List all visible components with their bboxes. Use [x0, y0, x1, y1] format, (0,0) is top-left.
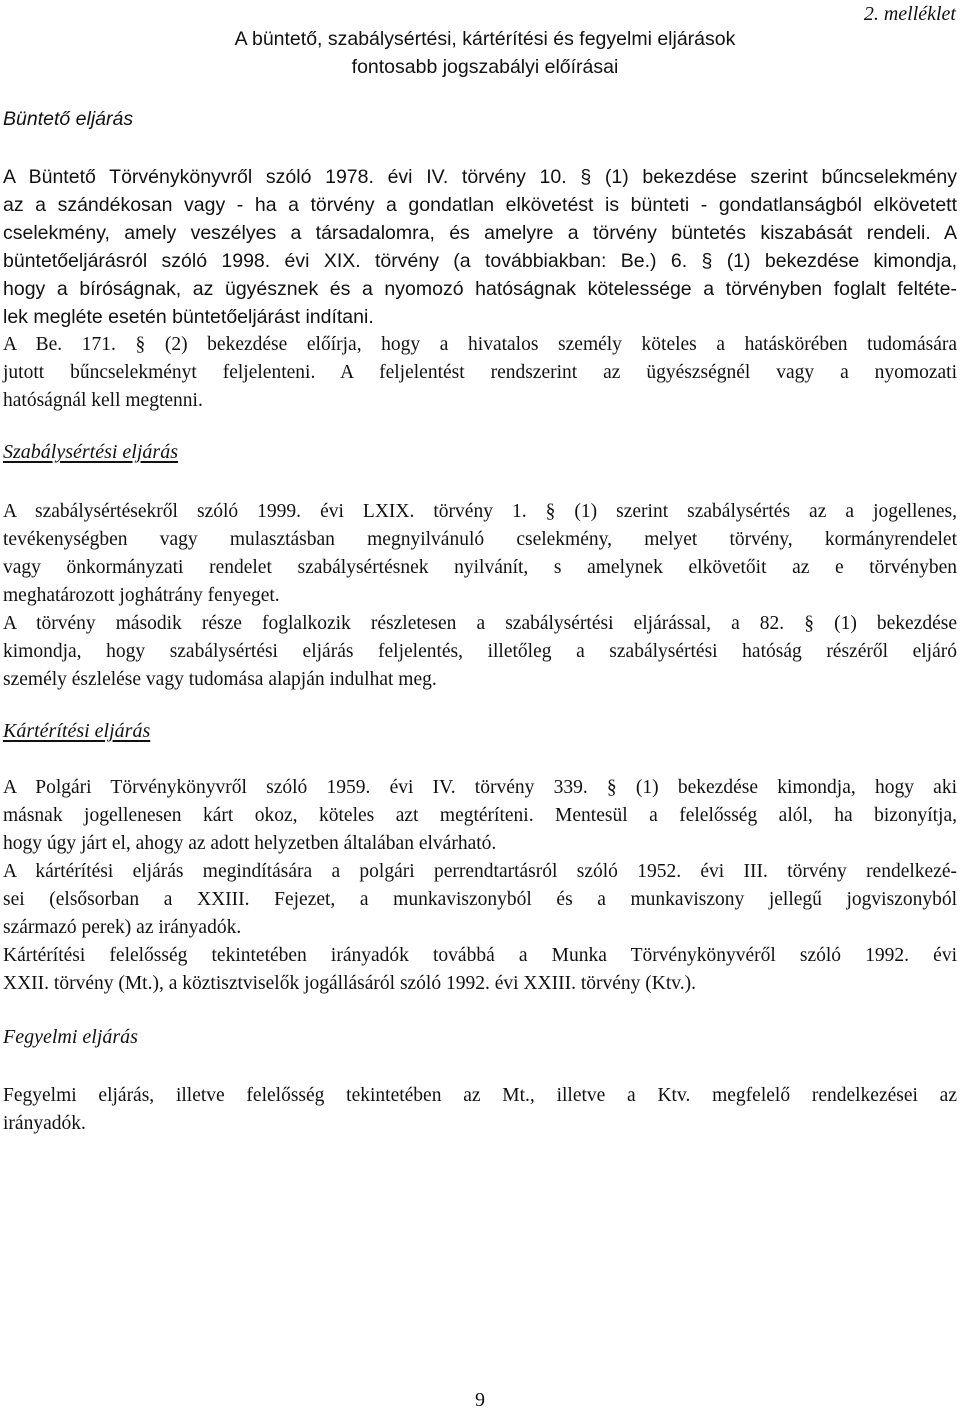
text-line: kimondja, hogy szabálysértési eljárás feljelentés, illetőleg a szabálysértési hatóság részéről eljáró — [3, 641, 957, 663]
text-line: irányadók. — [3, 1113, 86, 1135]
text-line: A szabálysértésekről szóló 1999. évi LXIX. törvény 1. § (1) szerint szabálysértés az a jogellenes, — [3, 501, 957, 522]
page-number: 9 — [475, 1389, 485, 1411]
paragraph-disciplinary-1 — [3, 1082, 957, 1138]
text-line: lek megléte esetén büntetőeljárást indítani. — [3, 306, 374, 329]
paragraph-misdemeanor-2 — [3, 610, 957, 694]
text-line: az a szándékosan vagy - ha a törvény a gondatlan elkövetést is bünteti - gondatlanságból elkövetett — [3, 194, 957, 217]
text-line: hogy úgy járt el, ahogy az adott helyzetben általában elvárható. — [3, 833, 497, 855]
text-line: A Polgári Törvénykönyvről szóló 1959. évi IV. törvény 339. § (1) bekezdése kimondja, hogy aki — [3, 777, 957, 798]
paragraph-damages-3 — [3, 942, 957, 998]
title-line: fontosabb jogszabályi előírásai — [351, 56, 619, 78]
text-line: Kártérítési felelősség tekintetében irányadók továbbá a Munka Törvénykönyvéről szóló 1992. évi — [3, 945, 957, 966]
section-heading-criminal: Büntető eljárás — [3, 108, 134, 130]
text-line: hatóságnál kell megtenni. — [3, 390, 203, 412]
text-line: hogy a bíróságnak, az ügyésznek és a nyomozó hatóságnak kötelessége a törvényben foglalt feltéte- — [3, 278, 957, 301]
text-line: másnak jogellenesen kárt okoz, köteles azt megtéríteni. Mentesül a felelősség alól, ha bizonyítja, — [3, 805, 957, 827]
annex-label: 2. melléklet — [863, 3, 956, 25]
text-line: cselekmény, amely veszélyes a társadalomra, és amelyre a törvény büntetés kiszabását rendeli. A — [3, 222, 957, 245]
text-line: tevékenységben vagy mulasztásban megnyilvánuló cselekmény, melyet törvény, kormányrendelet — [3, 529, 957, 551]
text-line: személy észlelése vagy tudomása alapján indulhat meg. — [3, 669, 437, 691]
section-heading-damages: Kártérítési eljárás — [3, 720, 151, 742]
text-line: A Büntető Törvénykönyvről szóló 1978. évi IV. törvény 10. § (1) bekezdése szerint bűncselekmény — [3, 166, 957, 188]
title-line: A büntető, szabálysértési, kártérítési és fegyelmi eljárások — [234, 28, 736, 50]
text-line: vagy önkormányzati rendelet szabálysértésnek nyilvánít, s amelynek elkövetőit az e törvényben — [3, 557, 957, 579]
text-line: származó perek) az irányadók. — [3, 917, 242, 939]
section-heading-disciplinary: Fegyelmi eljárás — [3, 1026, 138, 1048]
text-line: A törvény második része foglalkozik részletesen a szabálysértési eljárással, a 82. § (1) bekezdése — [3, 613, 957, 634]
text-line: Fegyelmi eljárás, illetve felelősség tekintetében az Mt., illetve a Ktv. megfelelő rendelkezései az — [3, 1085, 957, 1106]
paragraph-misdemeanor-1 — [3, 498, 957, 610]
paragraph-damages-2 — [3, 858, 957, 942]
text-line: XXII. törvény (Mt.), a köztisztviselők jogállásáról szóló 1992. évi XXIII. törvény (Ktv.). — [3, 973, 696, 995]
text-line: meghatározott joghátrány fenyeget. — [3, 585, 280, 607]
text-line: büntetőeljárásról szóló 1998. évi XIX. törvény (a továbbiakban: Be.) 6. § (1) bekezdése kimondja, — [3, 250, 957, 273]
document-title — [170, 25, 800, 81]
text-line: sei (elsősorban a XXIII. Fejezet, a munkaviszonyból és a munkaviszony jellegű jogviszonyból — [3, 889, 957, 911]
text-line: jutott bűncselekményt feljelenteni. A feljelentést rendszerint az ügyészségnél vagy a nyomozati — [3, 362, 957, 384]
text-line: A Be. 171. § (2) bekezdése előírja, hogy a hivatalos személy köteles a hatáskörében tudomására — [3, 334, 957, 355]
paragraph-criminal-1 — [3, 163, 957, 332]
paragraph-criminal-2 — [3, 331, 957, 415]
paragraph-damages-1 — [3, 774, 957, 858]
section-heading-misdemeanor: Szabálysértési eljárás — [3, 441, 178, 463]
text-line: A kártérítési eljárás megindítására a polgári perrendtartásról szóló 1952. évi III. törvény rendelkezé- — [3, 861, 957, 882]
